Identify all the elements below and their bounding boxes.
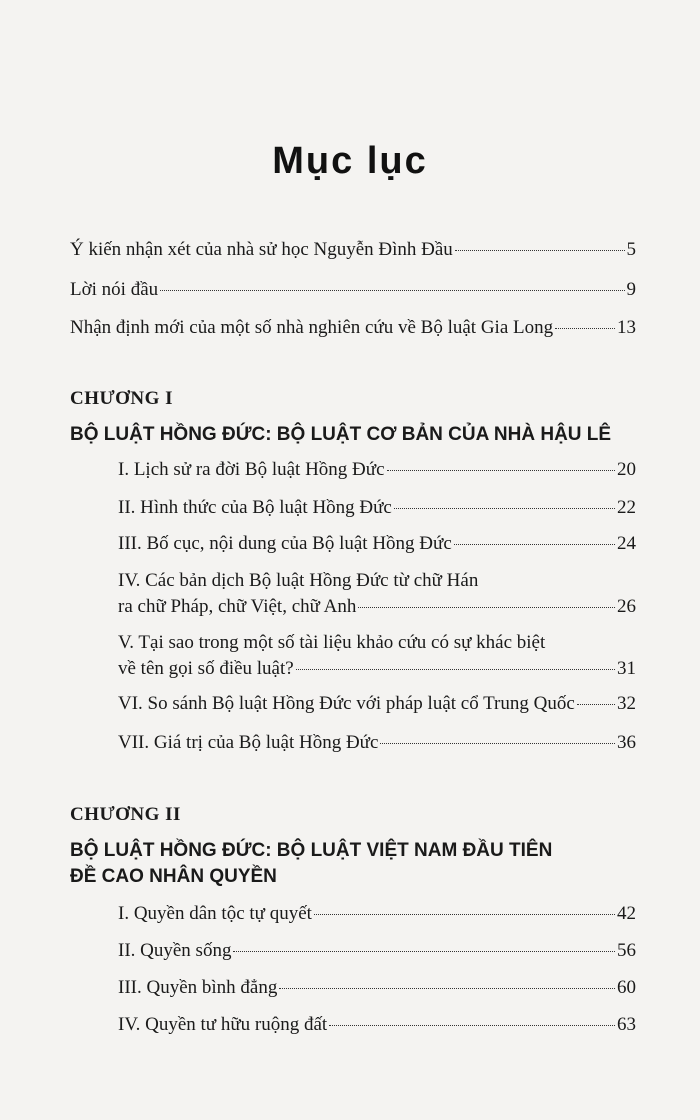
toc-entry[interactable] — [70, 238, 636, 262]
toc-entry-page: 63 — [617, 1014, 636, 1035]
toc-entry-page: 5 — [626, 239, 636, 260]
toc-entry[interactable] — [118, 939, 636, 963]
toc-entry-page: 56 — [617, 940, 636, 961]
toc-entry-label: Ý kiến nhận xét của nhà sử học Nguyễn Đình Đầu — [70, 239, 453, 260]
leader-dots — [279, 988, 615, 989]
toc-entry[interactable] — [118, 731, 636, 755]
toc-entry[interactable] — [118, 532, 636, 556]
toc-entry-label-line1: V. Tại sao trong một số tài liệu khảo cứu có sự khác biệt — [118, 632, 546, 653]
toc-entry-label: Nhận định mới của một số nhà nghiên cứu về Bộ luật Gia Long — [70, 317, 554, 338]
toc-entry-page: 42 — [617, 903, 636, 924]
toc-entry-label: III. Quyền bình đẳng — [118, 977, 278, 998]
toc-entry-label: I. Quyền dân tộc tự quyết — [118, 903, 312, 924]
leader-dots — [394, 508, 615, 509]
toc-entry-label: I. Lịch sử ra đời Bộ luật Hồng Đức — [118, 459, 385, 480]
leader-dots — [577, 704, 615, 705]
toc-entry-page: 26 — [617, 596, 636, 617]
toc-entry-page: 32 — [617, 693, 636, 714]
toc-entry-label: Lời nói đầu — [70, 279, 159, 300]
chapter-1-title: BỘ LUẬT HỒNG ĐỨC: BỘ LUẬT CƠ BẢN CỦA NHÀ HẬU LÊ — [70, 424, 612, 445]
toc-entry-label: III. Bố cục, nội dung của Bộ luật Hồng Đức — [118, 533, 452, 554]
toc-entry-label: II. Quyền sống — [118, 940, 232, 961]
toc-entry[interactable] — [70, 316, 636, 340]
toc-entry[interactable] — [118, 692, 636, 716]
toc-entry-page: 13 — [617, 317, 636, 338]
toc-entry[interactable] — [118, 902, 636, 926]
toc-entry[interactable] — [118, 1013, 636, 1037]
toc-entry[interactable] — [70, 278, 636, 302]
toc-entry-label: VI. So sánh Bộ luật Hồng Đức với pháp luật cổ Trung Quốc — [118, 693, 575, 714]
toc-entry-label-line2: ra chữ Pháp, chữ Việt, chữ Anh — [118, 596, 357, 617]
toc-entry-page: 31 — [617, 658, 636, 679]
page-title: Mục lục — [272, 140, 428, 182]
toc-entry[interactable] — [118, 568, 636, 620]
leader-dots — [233, 951, 615, 952]
leader-dots — [358, 607, 615, 608]
leader-dots — [329, 1025, 615, 1026]
toc-entry[interactable] — [118, 976, 636, 1000]
toc-entry-page: 9 — [626, 279, 636, 300]
chapter-1-label: CHƯƠNG I — [70, 388, 174, 409]
leader-dots — [555, 328, 615, 329]
leader-dots — [380, 743, 615, 744]
toc-entry[interactable] — [118, 496, 636, 520]
toc-entry-label-line1: IV. Các bản dịch Bộ luật Hồng Đức từ chữ Hán — [118, 570, 479, 591]
toc-entry-label-line2: về tên gọi số điều luật? — [118, 658, 294, 679]
leader-dots — [296, 669, 615, 670]
toc-entry-label: II. Hình thức của Bộ luật Hồng Đức — [118, 497, 392, 518]
chapter-2-title-line2: ĐỀ CAO NHÂN QUYỀN — [70, 866, 277, 887]
toc-entry[interactable] — [118, 630, 636, 682]
leader-dots — [387, 470, 615, 471]
leader-dots — [314, 914, 615, 915]
chapter-2-label: CHƯƠNG II — [70, 804, 181, 825]
toc-entry-page: 20 — [617, 459, 636, 480]
leader-dots — [455, 250, 625, 251]
toc-entry-page: 60 — [617, 977, 636, 998]
toc-entry-label: IV. Quyền tư hữu ruộng đất — [118, 1014, 328, 1035]
leader-dots — [160, 290, 624, 291]
toc-entry-page: 36 — [617, 732, 636, 753]
toc-entry-label: VII. Giá trị của Bộ luật Hồng Đức — [118, 732, 379, 753]
toc-entry[interactable] — [118, 458, 636, 482]
chapter-2-title-line1: BỘ LUẬT HỒNG ĐỨC: BỘ LUẬT VIỆT NAM ĐẦU TIÊN — [70, 840, 553, 861]
toc-entry-page: 24 — [617, 533, 636, 554]
toc-entry-page: 22 — [617, 497, 636, 518]
leader-dots — [454, 544, 615, 545]
